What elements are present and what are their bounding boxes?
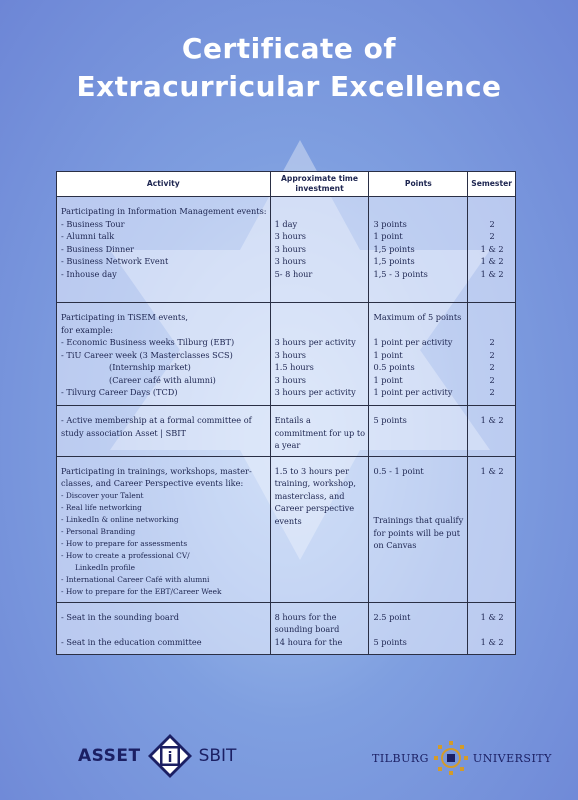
row-text: - TiU Career week (3 Masterclasses SCS) bbox=[61, 349, 233, 360]
cell-semester bbox=[468, 197, 516, 303]
row-text: 2 bbox=[489, 231, 495, 241]
footer-logos bbox=[0, 732, 578, 782]
title-line-2: Extracurricular Excellence bbox=[76, 70, 502, 103]
list-item: LinkedIn profile bbox=[75, 562, 136, 572]
row-text: 8 hours for the sounding board bbox=[274, 611, 340, 634]
row-text: 5- 8 hour bbox=[274, 268, 313, 279]
list-item: - Personal Branding bbox=[61, 526, 136, 536]
cell-semester bbox=[468, 406, 516, 457]
cell-points bbox=[369, 303, 468, 406]
table-row-trainings bbox=[57, 456, 516, 602]
row-text: 1,5 points bbox=[373, 256, 415, 266]
list-item: - LinkedIn & online networking bbox=[61, 514, 179, 524]
cell-activity bbox=[57, 197, 271, 303]
tilburg-word: TILBURG bbox=[372, 751, 429, 765]
row-text: 3 hours per activity bbox=[274, 337, 356, 347]
row-text: Participating in trainings, workshops, master-classes, and Career Perspective events like: bbox=[61, 465, 252, 488]
row-text: 3 hours bbox=[274, 243, 306, 254]
cell-time bbox=[270, 197, 369, 303]
cell-time bbox=[270, 406, 369, 457]
list-item: - How to prepare for the EBT/Career Week bbox=[61, 586, 222, 596]
table-row-committee-membership bbox=[57, 406, 516, 457]
points-note: Trainings that qualify for points will be put on Canvas bbox=[373, 515, 464, 550]
cell-points bbox=[369, 456, 468, 602]
table-header-row bbox=[57, 172, 516, 197]
cell-time bbox=[270, 456, 369, 602]
row-text: - Alumni talk bbox=[61, 231, 115, 241]
row-text: - Inhouse day bbox=[61, 268, 117, 279]
row-text: 3 hours bbox=[274, 231, 306, 241]
row-text: - Active membership at a formal committee of study association Asset | SBIT bbox=[61, 415, 252, 438]
row-text: 5 points bbox=[373, 415, 407, 425]
cell-activity bbox=[57, 303, 271, 406]
list-item: - How to create a professional CV/ bbox=[61, 550, 190, 560]
points-table-wrapper bbox=[56, 171, 516, 655]
row-text: 1 day bbox=[274, 218, 298, 229]
row-text: 2 bbox=[489, 337, 495, 347]
cell-activity bbox=[57, 456, 271, 602]
row-text: 1,5 - 3 points bbox=[373, 268, 428, 279]
row-text: 1.5 to 3 hours per training, workshop, masterclass, and Career perspective events bbox=[274, 465, 356, 526]
row-text: - Business Tour bbox=[61, 218, 125, 229]
row-text: 2 bbox=[489, 218, 495, 229]
cell-points bbox=[369, 406, 468, 457]
row-text: - Seat in the sounding board bbox=[61, 611, 179, 622]
row-text: 2.5 point bbox=[373, 611, 411, 622]
row-text: 1 point per activity bbox=[373, 387, 453, 397]
row-text: 3 hours bbox=[274, 256, 306, 266]
row-text: 2 bbox=[489, 374, 495, 385]
row-text: 1 point per activity bbox=[373, 337, 453, 347]
cell-activity bbox=[57, 406, 271, 457]
row-text: 0.5 - 1 point bbox=[373, 465, 424, 476]
asset-mark-letter: i bbox=[167, 750, 172, 766]
row-text: - Economic Business weeks Tilburg (EBT) bbox=[61, 337, 235, 347]
row-text: 1 & 2 bbox=[480, 243, 504, 254]
points-table bbox=[56, 171, 516, 655]
row-text: 1 point bbox=[373, 374, 403, 385]
row-text: 14 houra for the bbox=[274, 636, 343, 647]
university-seal-icon bbox=[433, 740, 469, 776]
row-text: 1 point bbox=[373, 231, 403, 241]
row-text: 2 bbox=[489, 387, 495, 397]
row-text: 1 & 2 bbox=[480, 636, 504, 647]
cell-semester bbox=[468, 456, 516, 602]
asset-word: ASSET bbox=[78, 746, 141, 766]
university-word: UNIVERSITY bbox=[472, 751, 552, 765]
cell-activity bbox=[57, 602, 271, 654]
table-row-boards bbox=[57, 602, 516, 654]
row-text: 1,5 points bbox=[373, 243, 415, 254]
header-time: Approximate time investment bbox=[270, 172, 369, 197]
row-text: 2 bbox=[489, 349, 495, 360]
cell-semester bbox=[468, 602, 516, 654]
table-row-tisem-events bbox=[57, 303, 516, 406]
header-semester: Semester bbox=[468, 172, 516, 197]
row-text: - Tilvurg Career Days (TCD) bbox=[61, 387, 178, 397]
row-text: 1 & 2 bbox=[480, 611, 504, 622]
row-text: 1.5 hours bbox=[274, 362, 314, 372]
row-text: Maximum of 5 points bbox=[373, 312, 462, 322]
row-text: (Internship market) bbox=[109, 362, 191, 372]
list-item: - International Career Café with alumni bbox=[61, 574, 210, 584]
list-item: - Real life networking bbox=[61, 502, 142, 512]
header-points: Points bbox=[369, 172, 468, 197]
list-item: - How to prepare for assessments bbox=[61, 538, 188, 548]
page-title bbox=[0, 30, 578, 106]
sbit-word: SBIT bbox=[198, 746, 237, 766]
cell-points bbox=[369, 197, 468, 303]
row-text: 1 & 2 bbox=[480, 256, 504, 266]
row-text: (Career café with alumni) bbox=[109, 374, 216, 385]
cell-semester bbox=[468, 303, 516, 406]
cell-points bbox=[369, 602, 468, 654]
row-text: 1 & 2 bbox=[480, 268, 504, 279]
row-text: - Business Dinner bbox=[61, 243, 135, 254]
title-line-1: Certificate of bbox=[181, 32, 397, 65]
asset-diamond-icon bbox=[147, 733, 193, 779]
row-text: 3 hours per activity bbox=[274, 387, 356, 397]
row-text: 5 points bbox=[373, 636, 407, 647]
row-text: 2 bbox=[489, 362, 495, 372]
row-text: 0.5 points bbox=[373, 362, 415, 372]
tilburg-university-logo bbox=[372, 740, 552, 776]
header-activity: Activity bbox=[57, 172, 271, 197]
row-text: 1 & 2 bbox=[480, 415, 504, 425]
row-text: - Business Network Event bbox=[61, 256, 169, 266]
row-text: Participating in Information Management events: bbox=[61, 206, 267, 216]
row-text: for example: bbox=[61, 324, 114, 335]
list-item: - Discover your Talent bbox=[61, 490, 144, 500]
asset-sbit-logo bbox=[78, 732, 236, 780]
row-text: - Seat in the education committee bbox=[61, 636, 202, 647]
row-text: 1 point bbox=[373, 349, 403, 360]
row-text: 1 & 2 bbox=[480, 465, 504, 476]
row-text: Entails a commitment for up to a year bbox=[274, 415, 366, 450]
row-text: 3 hours bbox=[274, 374, 306, 385]
table-row-im-events bbox=[57, 197, 516, 303]
row-text: 3 points bbox=[373, 218, 407, 229]
row-text: 3 hours bbox=[274, 349, 306, 360]
cell-time bbox=[270, 602, 369, 654]
row-text: Participating in TiSEM events, bbox=[61, 312, 189, 322]
cell-time bbox=[270, 303, 369, 406]
